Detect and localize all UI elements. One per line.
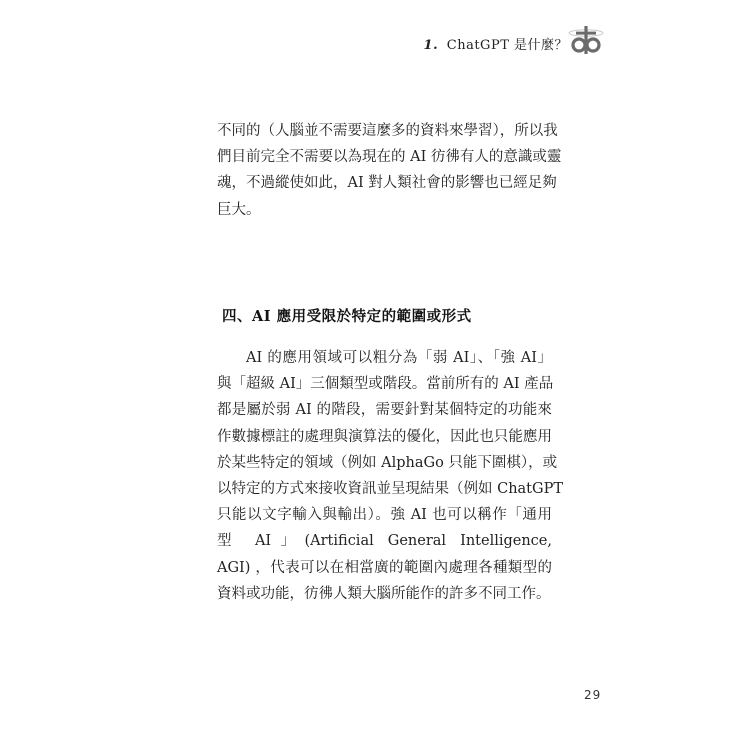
paragraph-2-line: 型 AI」(Artificial General Intelligence, — [217, 533, 552, 550]
chapter-logo-icon — [566, 20, 606, 60]
paragraph-2-line: 只能以文字輸入與輸出）。強 AI 也可以稱作「通用 — [217, 507, 552, 524]
section-heading: 四、AI 應用受限於特定的範圍或形式 — [222, 308, 472, 325]
paragraph-1 — [217, 118, 562, 223]
paragraph-2-line: 以特定的方式來接收資訊並呈現結果（例如 ChatGPT — [217, 481, 564, 498]
paragraph-2-line: AI 的應用領域可以粗分為「弱 AI」、「強 AI」 — [246, 350, 552, 366]
chapter-title: ChatGPT 是什麼？ — [446, 38, 568, 53]
page-number: 29 — [584, 688, 602, 702]
paragraph-2-line: 作數據標註的處理與演算法的優化，因此也只能應用 — [217, 428, 552, 445]
paragraph-2-line: 與「超級 AI」三個類型或階段。當前所有的 AI 產品 — [217, 376, 554, 393]
paragraph-1-line: 巨大。 — [217, 201, 261, 218]
paragraph-2-line: AGI) ，代表可以在相當廣的範圍內處理各種類型的 — [217, 559, 552, 576]
paragraph-1-line: 魂，不過縱使如此，AI 對人類社會的影響也已經足夠 — [217, 175, 557, 192]
paragraph-1-line: 們目前完全不需要以為現在的 AI 彷彿有人的意識或靈 — [217, 149, 562, 166]
paragraph-1-line: 不同的（人腦並不需要這麼多的資料來學習），所以我 — [217, 123, 558, 139]
paragraph-2-line: 於某些特定的領域（例如 AlphaGo 只能下圍棋），或 — [217, 454, 558, 471]
running-head — [424, 34, 568, 53]
paragraph-2-line: 都是屬於弱 AI 的階段，需要針對某個特定的功能來 — [217, 402, 552, 419]
chapter-number: 1. — [423, 38, 439, 53]
paragraph-2-line: 資料或功能，彷彿人類大腦所能作的許多不同工作。 — [217, 585, 551, 602]
paragraph-2 — [217, 345, 564, 607]
